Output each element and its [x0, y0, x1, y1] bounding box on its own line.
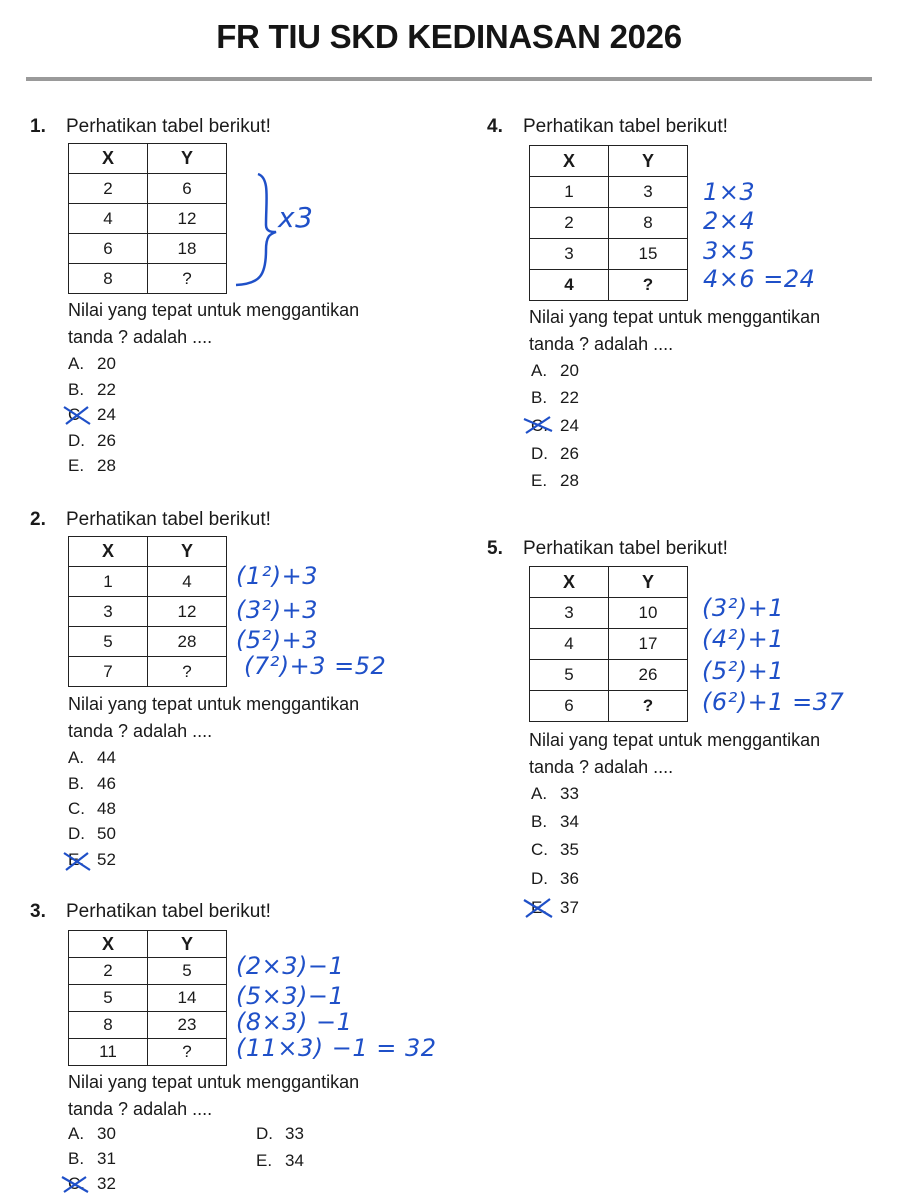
header-x: X: [530, 146, 609, 177]
option-a[interactable]: A. 44: [68, 748, 116, 767]
question-prompt: Perhatikan tabel berikut!: [523, 538, 728, 559]
handwritten-note: (5²)+3: [236, 626, 318, 654]
handwritten-note: (5×3)−1: [236, 982, 345, 1010]
handwritten-note: x3: [278, 201, 314, 234]
question-number: 4.: [487, 116, 503, 137]
cell: 14: [148, 985, 227, 1012]
question-stem: tanda ? adalah ....: [68, 1099, 213, 1119]
cell: 4: [69, 204, 148, 234]
question-number: 3.: [30, 901, 46, 922]
cell: 4: [530, 629, 609, 660]
question-number: 2.: [30, 509, 46, 530]
question-4-table: [529, 145, 688, 301]
option-e[interactable]: E. 28: [531, 471, 579, 490]
cell: 8: [609, 208, 688, 239]
cell: 6: [69, 234, 148, 264]
question-stem: Nilai yang tepat untuk menggantikan: [68, 1072, 360, 1092]
question-stem: tanda ? adalah ....: [68, 327, 213, 347]
option-d[interactable]: D. 36: [531, 869, 579, 888]
option-a[interactable]: A. 20: [531, 361, 579, 380]
cell: 3: [609, 177, 688, 208]
cell: 4: [148, 567, 227, 597]
question-stem: Nilai yang tepat untuk menggantikan: [529, 307, 821, 327]
header-y: Y: [148, 537, 227, 567]
question-3-table: [68, 930, 227, 1066]
page-title: FR TIU SKD KEDINASAN 2026: [216, 18, 682, 55]
title-divider: [26, 77, 872, 81]
header-x: X: [69, 537, 148, 567]
curly-brace-annotation: [230, 170, 280, 290]
handwritten-note: 3×5: [703, 237, 756, 265]
cell: 4: [530, 270, 609, 301]
option-b[interactable]: B. 31: [68, 1149, 116, 1168]
option-d[interactable]: D. 26: [68, 431, 116, 450]
question-number: 1.: [30, 116, 46, 137]
handwritten-note: (6²)+1 =37: [702, 688, 845, 716]
cell: 23: [148, 1012, 227, 1039]
option-c[interactable]: C. 24: [531, 416, 579, 435]
question-stem: Nilai yang tepat untuk menggantikan: [68, 694, 360, 714]
cell: ?: [148, 1039, 227, 1066]
option-a[interactable]: A. 30: [68, 1124, 116, 1143]
option-a[interactable]: A. 20: [68, 354, 116, 373]
question-prompt: Perhatikan tabel berikut!: [66, 901, 271, 922]
option-b[interactable]: B. 46: [68, 774, 116, 793]
handwritten-note: 2×4: [703, 207, 756, 235]
answer-cross-mark: [520, 895, 556, 921]
cell: ?: [609, 270, 688, 301]
header-y: Y: [609, 567, 688, 598]
question-prompt: Perhatikan tabel berikut!: [523, 116, 728, 137]
cell: ?: [609, 691, 688, 722]
header-x: X: [69, 144, 148, 174]
option-c[interactable]: C. 48: [68, 799, 116, 818]
answer-cross-mark: [58, 1172, 92, 1196]
handwritten-note: (3²)+1: [702, 594, 784, 622]
question-stem: tanda ? adalah ....: [529, 757, 674, 777]
option-d[interactable]: D. 33: [256, 1124, 304, 1143]
cell: 2: [69, 958, 148, 985]
cell: 3: [530, 598, 609, 629]
cell: 3: [530, 239, 609, 270]
cell: 2: [69, 174, 148, 204]
header-y: Y: [609, 146, 688, 177]
option-b[interactable]: B. 34: [531, 812, 579, 831]
answer-cross-mark: [520, 413, 556, 437]
question-2-table: [68, 536, 227, 687]
option-d[interactable]: D. 50: [68, 824, 116, 843]
option-e[interactable]: E. 34: [256, 1151, 304, 1170]
cell: 28: [148, 627, 227, 657]
question-5-table: [529, 566, 688, 722]
question-stem: Nilai yang tepat untuk menggantikan: [529, 730, 821, 750]
option-b[interactable]: B. 22: [68, 380, 116, 399]
option-b[interactable]: B. 22: [531, 388, 579, 407]
question-stem: Nilai yang tepat untuk menggantikan: [68, 300, 360, 320]
handwritten-note: (4²)+1: [702, 625, 784, 653]
option-c[interactable]: C. 24: [68, 405, 116, 424]
cell: 1: [69, 567, 148, 597]
cell: 12: [148, 204, 227, 234]
cell: 3: [69, 597, 148, 627]
header-y: Y: [148, 144, 227, 174]
cell: 15: [609, 239, 688, 270]
cell: 12: [148, 597, 227, 627]
question-prompt: Perhatikan tabel berikut!: [66, 116, 271, 137]
handwritten-note: (7²)+3 =52: [244, 652, 387, 680]
header-x: X: [69, 931, 148, 958]
cell: 5: [69, 985, 148, 1012]
cell: 5: [148, 958, 227, 985]
handwritten-note: 1×3: [703, 178, 756, 206]
cell: 17: [609, 629, 688, 660]
option-c[interactable]: C. 35: [531, 840, 579, 859]
handwritten-note: (5²)+1: [702, 657, 784, 685]
cell: 11: [69, 1039, 148, 1066]
cell: 8: [69, 264, 148, 294]
header-y: Y: [148, 931, 227, 958]
handwritten-note: (8×3) −1: [236, 1008, 353, 1036]
cell: 2: [530, 208, 609, 239]
cell: 18: [148, 234, 227, 264]
option-d[interactable]: D. 26: [531, 444, 579, 463]
cell: 6: [530, 691, 609, 722]
cell: 5: [69, 627, 148, 657]
option-c[interactable]: C. 32: [68, 1174, 116, 1193]
header-x: X: [530, 567, 609, 598]
question-stem: tanda ? adalah ....: [68, 721, 213, 741]
handwritten-note: 4×6 =24: [703, 265, 816, 293]
cell: ?: [148, 264, 227, 294]
cell: ?: [148, 657, 227, 687]
option-e[interactable]: E. 28: [68, 456, 116, 475]
cell: 7: [69, 657, 148, 687]
cell: 8: [69, 1012, 148, 1039]
option-a[interactable]: A. 33: [531, 784, 579, 803]
handwritten-note: (2×3)−1: [236, 952, 345, 980]
answer-cross-mark: [60, 848, 94, 874]
answer-cross-mark: [60, 402, 94, 428]
handwritten-note: (1²)+3: [236, 562, 318, 590]
question-stem: tanda ? adalah ....: [529, 334, 674, 354]
question-1-table: [68, 143, 227, 294]
option-e[interactable]: E. 37: [531, 898, 579, 917]
handwritten-note: (11×3) −1 = 32: [236, 1034, 437, 1062]
cell: 1: [530, 177, 609, 208]
handwritten-note: (3²)+3: [236, 596, 318, 624]
cell: 26: [609, 660, 688, 691]
cell: 5: [530, 660, 609, 691]
question-prompt: Perhatikan tabel berikut!: [66, 509, 271, 530]
cell: 10: [609, 598, 688, 629]
option-e[interactable]: E. 52: [68, 850, 116, 869]
cell: 6: [148, 174, 227, 204]
question-number: 5.: [487, 538, 503, 559]
